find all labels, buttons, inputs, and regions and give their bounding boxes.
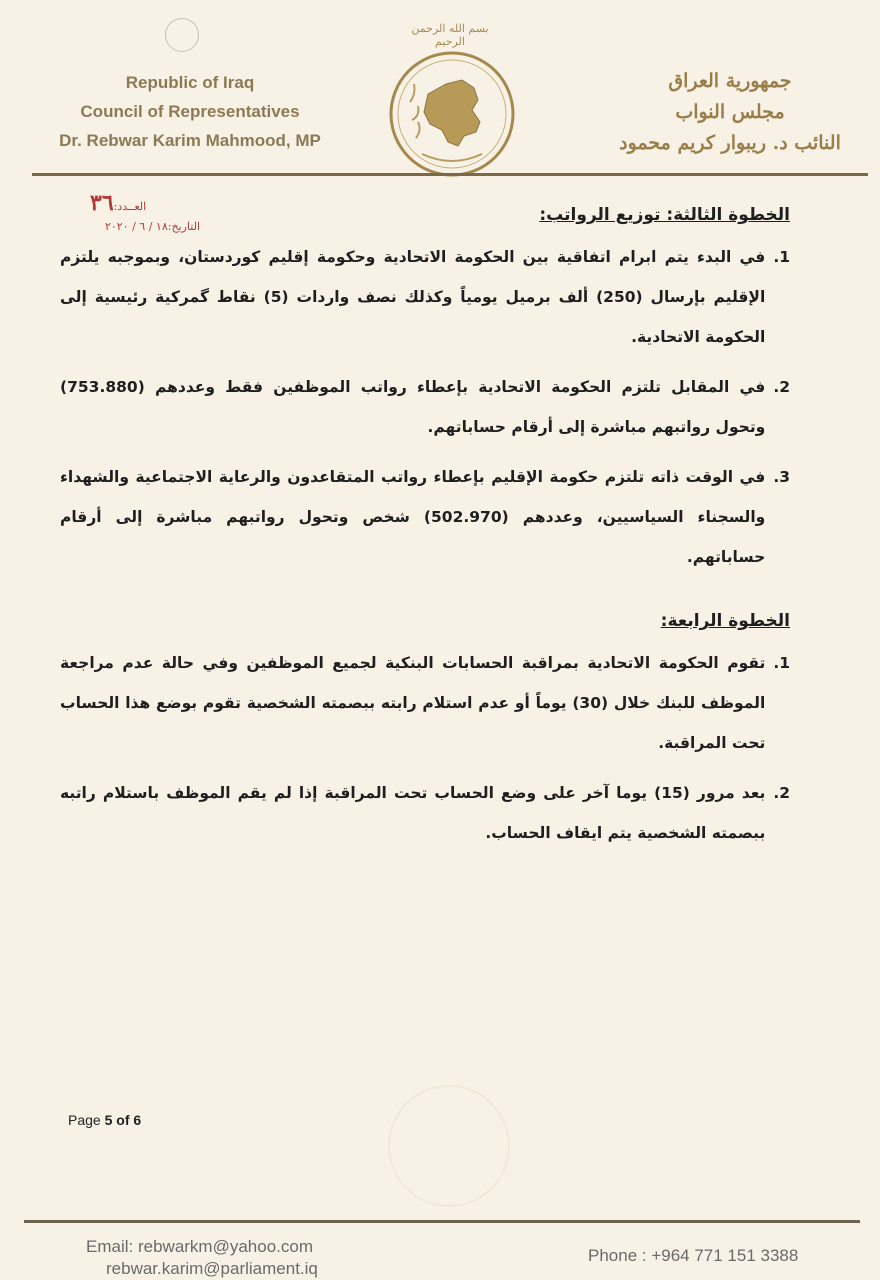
list-item-text: في الوقت ذاته تلتزم حكومة الإقليم بإعطاء رواتب المتقاعدون والرعاية الاجتماعية والشهداء والسجناء السياسيين، وعددهم (502.970) شخص وتحول رواتبهم مباشرة إلى أرقام حساباتهم. bbox=[60, 468, 766, 566]
email-secondary: rebwar.karim@parliament.iq bbox=[106, 1259, 318, 1278]
punch-hole-mark bbox=[165, 18, 199, 52]
bismillah-calligraphy: بسم الله الرحمن الرحيم bbox=[411, 22, 489, 48]
list-item-text: في البدء يتم ابرام اتفاقية بين الحكومة الاتحادية وحكومة إقليم كوردستان، وبموجبه يلتزم الإقليم بإرسال (250) ألف برميل يومياً وكذلك نصف واردات (5) نقاط گمركية رئيسية إلى الحكومة الاتحادية. bbox=[60, 248, 766, 346]
list-item-number: 1. bbox=[773, 654, 790, 672]
email-primary: rebwarkm@yahoo.com bbox=[137, 1237, 314, 1256]
page-number bbox=[68, 1112, 141, 1128]
section-3-heading: الخطوة الثالثة: توزيع الرواتب: bbox=[539, 205, 790, 225]
header-en-line-1: Republic of Iraq bbox=[125, 73, 255, 92]
reference-number-value: ٣٦ bbox=[90, 190, 114, 216]
list-item-text: بعد مرور (15) يوما آخر على وضع الحساب تحت المراقبة إذا لم يقم الموظف باستلام راتبه ببصمته الشخصية يتم ايقاف الحساب. bbox=[60, 784, 766, 842]
page-prefix: Page bbox=[68, 1112, 105, 1128]
list-item bbox=[60, 643, 790, 763]
iraq-map-emblem-icon bbox=[388, 50, 516, 178]
header-divider bbox=[32, 173, 868, 176]
reference-date-value: ١٨ / ٦ / ٢٠٢٠ bbox=[104, 220, 168, 233]
phone-number: +964 771 151 3388 bbox=[651, 1246, 799, 1265]
letter-body bbox=[60, 205, 790, 863]
email-label: Email: bbox=[86, 1237, 138, 1256]
list-item bbox=[60, 237, 790, 357]
list-item-number: 3. bbox=[773, 468, 790, 486]
list-item-number: 1. bbox=[773, 248, 790, 266]
header-ar-line-1: جمهورية العراق bbox=[668, 70, 792, 92]
header-en-line-2: Council of Representatives bbox=[80, 102, 300, 121]
page-total: 6 bbox=[133, 1112, 142, 1128]
header-english bbox=[30, 68, 350, 155]
list-item-text: في المقابل تلتزم الحكومة الاتحادية بإعطاء رواتب الموظفين فقط وعددهم (753.880) وتحول رواتبهم مباشرة إلى أرقام حساباتهم. bbox=[60, 378, 766, 436]
header-ar-line-3: النائب د. ريبوار كريم محمود bbox=[619, 132, 841, 154]
list-item-number: 2. bbox=[773, 378, 790, 396]
list-item-number: 2. bbox=[773, 784, 790, 802]
header-arabic bbox=[590, 66, 870, 159]
phone-label: Phone : bbox=[588, 1246, 652, 1265]
list-item bbox=[60, 773, 790, 853]
embossed-seal-icon bbox=[388, 1085, 510, 1207]
footer-phone bbox=[588, 1246, 798, 1266]
list-item-text: تقوم الحكومة الاتحادية بمراقبة الحسابات البنكية لجميع الموظفين وفي حالة عدم مراجعة الموظف للبنك خلال (30) يوماً أو عدم استلام رابته ببصمته الشخصية تقوم بوضع هذا الحساب تحت المراقبة. bbox=[60, 654, 766, 752]
page-of: of bbox=[112, 1112, 134, 1128]
list-item bbox=[60, 367, 790, 447]
header-ar-line-2: مجلس النواب bbox=[675, 101, 785, 123]
reference-number-label: العــدد: bbox=[113, 200, 147, 213]
section-4-heading: الخطوة الرابعة: bbox=[660, 611, 790, 631]
page-current: 5 bbox=[104, 1112, 113, 1128]
footer-divider bbox=[24, 1220, 860, 1223]
header-en-line-3: Dr. Rebwar Karim Mahmood, MP bbox=[59, 131, 321, 150]
footer-email bbox=[86, 1236, 318, 1280]
reference-date-label: التاريخ: bbox=[167, 220, 200, 233]
list-item bbox=[60, 457, 790, 577]
